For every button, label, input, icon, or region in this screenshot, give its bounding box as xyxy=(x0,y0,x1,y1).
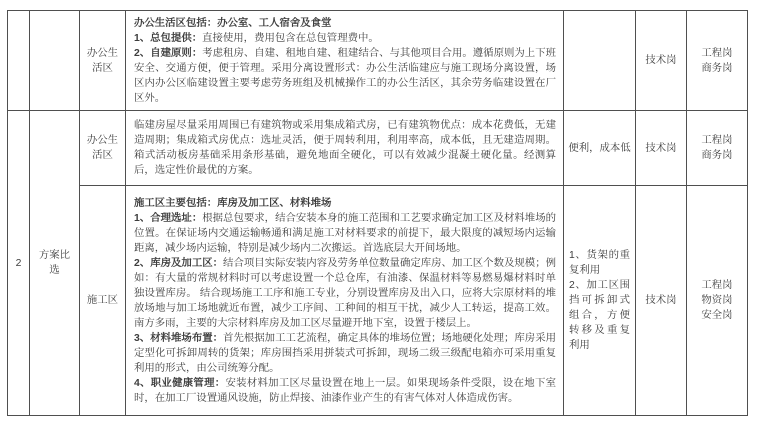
post-label: 商务岗 xyxy=(701,62,733,74)
row-number: 2 xyxy=(15,257,22,269)
cell-post-tech xyxy=(636,11,687,111)
content-paragraph: 2、库房及加工区：结合项目实际安装内容及劳务单位数量确定库房、加工区个数及规模；例如：有大量的常规材料时可以考虑设置一个总仓库，有油漆、保温材料等易燃易爆材料时单独设置库房。 结合现场施工工序和施工专业，分别设置库房及出入口，应将大宗原材料的堆放场地与加工场地就近布置，减少工序间、工种间的相互干扰，减少人工转运，提高工效。南方多雨，主要的大宗材料库房及加工区尽量避开地下室，设置于楼层上。 xyxy=(134,257,557,329)
cell-index xyxy=(8,111,30,416)
area-label: 施工区 xyxy=(86,295,119,306)
cell-benefit xyxy=(564,186,636,416)
cell-category xyxy=(30,111,80,416)
table-row xyxy=(8,11,748,111)
content-paragraph: 4、职业健康管理：安装材料加工区尽量设置在地上一层。如果现场条件受限，设在地下室时，在加工厂设置通风设施，防止焊接、油漆作业产生的有害气体对人体造成伤害。 xyxy=(134,377,557,404)
cell-category-empty xyxy=(30,11,80,111)
post-tech-label: 技术岗 xyxy=(645,142,677,154)
table-row xyxy=(8,111,748,186)
cell-content xyxy=(126,111,564,186)
post-label: 工程岗 xyxy=(701,280,733,291)
cell-post-tech xyxy=(636,111,687,186)
cell-posts xyxy=(687,11,748,111)
benefit-label: 便利，成本低 xyxy=(568,142,631,154)
post-label: 工程岗 xyxy=(701,135,733,146)
post-tech-label: 技术岗 xyxy=(645,55,677,66)
content-paragraph: 临建房屋尽量采用周围已有建筑物或采用集成箱式房，已有建筑物优点：成本花费低，无建造周期；集成箱式房优点：选址灵活，便于周转利用，利用率高，成本低，且无建造周期。箱式活动板房基础采用条形基础，避免地面全硬化，可以有效减少混凝土硬化量。经测算后，选定性价最优的方案。 xyxy=(134,120,556,176)
cell-benefit-empty xyxy=(564,11,636,111)
cell-index-empty xyxy=(8,11,30,111)
table-row xyxy=(8,186,748,416)
post-tech-label: 技术岗 xyxy=(645,295,677,306)
cell-benefit xyxy=(564,111,636,186)
content-paragraph: 1、总包提供：直接使用，费用包含在总包管理费中。 xyxy=(134,32,379,44)
content-paragraph: 2、自建原则：考虑租房、自建、租地自建、租建结合、与其他项目合用。遵循原则为上下班安全、交通方便，便于管理。采用分离设置形式：办公生活临建应与施工现场分离设置，场区内办公区临建设置主要考虑劳务班组及机械操作工的办公生活区，其余劳务临建设置在厂区外。 xyxy=(134,47,557,104)
benefit-item: 2、加工区围挡可拆卸式组合，方便转移及重复利用 xyxy=(569,280,630,351)
content-paragraph: 3、材料堆场布置：首先根据加工工艺流程，确定具体的堆场位置；场地硬化处理；库房采用定型化可拆卸周转的货架；库房围挡采用拼装式可拆卸，现场二级三级配电箱亦可采用重复利用的形式，由公司统筹分配。 xyxy=(134,332,557,374)
benefit-item: 1、货架的重复利用 xyxy=(569,250,630,276)
post-label: 安全岗 xyxy=(701,310,733,321)
area-label: 办公生活区 xyxy=(86,47,119,74)
cell-posts xyxy=(687,186,748,416)
post-label: 商务岗 xyxy=(701,150,733,161)
post-label: 工程岗 xyxy=(701,47,733,59)
cell-content xyxy=(126,11,564,111)
area-label: 办公生活区 xyxy=(86,135,119,161)
cell-area xyxy=(80,186,126,416)
cell-area xyxy=(80,11,126,111)
category-label: 方案比选 xyxy=(38,250,71,276)
content-paragraph: 1、合理选址：根据总包要求，结合安装本身的施工范围和工艺要求确定加工区及材料堆场的位置。在保证场内交通运输畅通和满足施工对材料要求的前提下，最大限度的减短场内运输距离，减少场内运输，特别是减少场内二次搬运。首选底层大开间场地。 xyxy=(134,212,557,254)
cell-area xyxy=(80,111,126,186)
cell-posts xyxy=(687,111,748,186)
cell-post-tech xyxy=(636,186,687,416)
cell-content xyxy=(126,186,564,416)
content-heading: 办公生活区包括：办公室、工人宿舍及食堂 xyxy=(134,17,332,29)
content-heading: 施工区主要包括：库房及加工区、材料堆场 xyxy=(134,197,332,209)
plan-comparison-table xyxy=(7,10,748,416)
post-label: 物资岗 xyxy=(701,295,733,306)
